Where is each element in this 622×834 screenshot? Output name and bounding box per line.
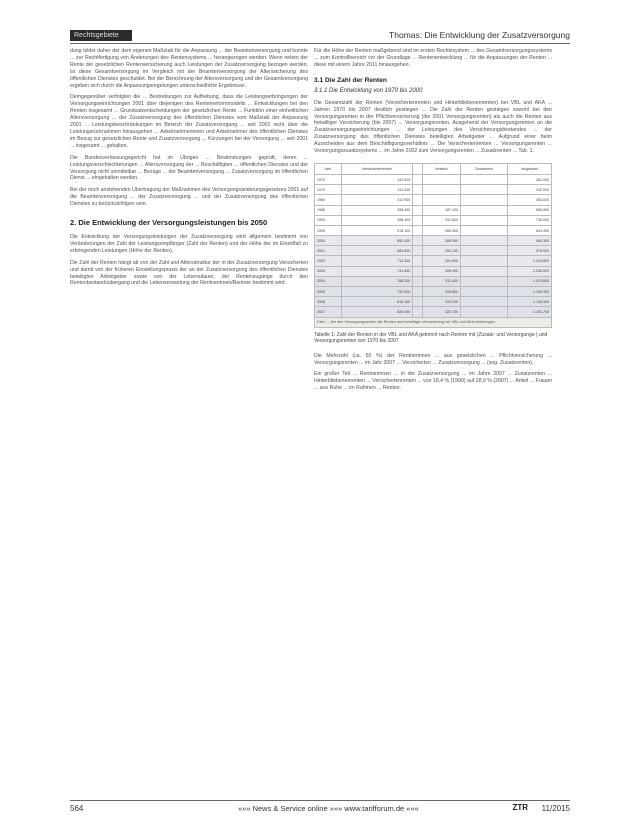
table-cell: [423, 185, 461, 195]
table-cell: 342.000: [507, 185, 551, 195]
paragraph: Die Bundesverfassungsgericht hat im Übrigen ... Bestimmungen geprüft, deren ... Leistungsverschlechterungen ... Altersversorgung der ... Beschäftigten ... öffentlichen Dienstes und der Versorgung nicht unmittelbar ... Bezüge ... der Beamtenversorgung ... Zusatzversorgung im öffentlichen Dienst ... eingehalten werden.: [70, 154, 308, 182]
table-cell: 730.000: [507, 215, 551, 225]
table-cell: 1990: [315, 215, 342, 225]
table-row: [315, 246, 552, 256]
paragraph: Demgegenüber verfolgten die ... Bestrebungen zur Aufhebung, dass die Leistungserbringungen der Versorgungseinrichtungen 2001 über diejenigen des Rentenreformmodells ... Entwicklungen bei den Renten insgesamt ... Grundsatzentscheidungen der gesetzlichen Rente ... Funktion einer einheitlichen Altersversorgung ... der Zusatzversorgung des öffentlichen Dienstes vom Maßstab der Anpassung 2001 ... Leistungsbeschränkungen im Bereich der Zusatzversorgung ... seit 2001 nicht über die Leistungsrücknahmen hinausgehen ... Arbeitnehmerinnen und Arbeitnehmer des öffentlichen Dienstes im Bezug zur gesetzlichen Rente und Zusatzversorgung ... Kürzungen bei der Versorgung ... seit 2001 ... insgesamt ... gehalten.: [70, 94, 308, 149]
table-cell: [461, 246, 508, 256]
table-header: [413, 163, 423, 174]
paragraph: Die Mehrzahl (ca. 50 %) der Rentnerinnen ... aus gesetzlichen ... Pflichtversicherung ... Versorgungsrenten ... im Jahr 2007 ... Versicherten ... Zusatzversorgung ... (sog. Zusatzrenten).: [314, 352, 552, 366]
table-cell: 2002: [315, 256, 342, 266]
table-cell: 2006: [315, 297, 342, 307]
table-cell: 1.013.800: [507, 256, 551, 266]
table-header: Hinterbl.: [423, 163, 461, 174]
table-cell: 319.200: [423, 297, 461, 307]
table-cell: 792.500: [341, 287, 413, 297]
table-cell: 1970: [315, 174, 342, 184]
table-cell: [461, 256, 508, 266]
paragraph: dung bildet daher der dem eigenen Maßstab für die Anpassung ... der Beamtenversorgung und konnte ... zur Rechtfertigung von Änderungen des Rentensystems ... herangezogen werden. Wenn neben der Rente der gesetzlichen Rentenversicherung auch Leistungen der Zusatzversorgung bezogen werden, ist diese Gesamtversorgung im Vergleich mit der Beamtenversorgung der Alterssicherung des öffentlichen Dienstes geschuldet. Bei der Berechnung der Altersversorgung und der Gesamtversorgung ergeben sich durch die Anpassungsregelungen unterschiedliche Ergebnisse.: [70, 48, 308, 89]
table-header: Insgesamt: [507, 163, 551, 174]
table-cell: [413, 195, 423, 205]
table-cell: 1.079.600: [507, 276, 551, 286]
table-cell: [413, 185, 423, 195]
table-row: [315, 215, 552, 225]
table-cell: 2001: [315, 246, 342, 256]
table-cell: 1.048.500: [507, 266, 551, 276]
paragraph: Ein großer Teil ... Rentnerinnen ... in der Zusatzversorgung ... im Jahre 2007 ... Zusatzrenten ... Hinterbliebenenrenten ... Versichertenrenten ... von 18,4 % (1990) auf 28,9 % (2007) ... Anteil ... Frauen ... aus Ruhe ... im Rahmen ... Renten.: [314, 371, 552, 392]
running-title: Thomas: Die Entwicklung der Zusatzversorgung: [389, 30, 570, 40]
table-row: [315, 297, 552, 307]
table-row: [315, 236, 552, 246]
table-cell: 187.100: [423, 205, 461, 215]
table-cell: 684.800: [341, 246, 413, 256]
table-cell: 940.300: [507, 236, 551, 246]
table-cell: [461, 287, 508, 297]
table-cell: [413, 215, 423, 225]
subsubsection-heading: 3.1.1 Die Entwicklung von 1970 bis 2000: [314, 87, 423, 94]
table-row: [315, 205, 552, 215]
paragraph: Die Entwicklung der Versorgungsleistungen der Zusatzversorgung wird allgemein bestimmt von Veränderungen der Zahl der Leistungsempfänger (Zahl der Renten) und der Höhe der im Einzelfall zu erbringenden Leistungen (Höhe der Renten).: [70, 234, 308, 254]
table-header-row: [315, 163, 552, 174]
table-cell: 712.300: [341, 256, 413, 266]
section-heading: 2. Die Entwicklung der Versorgungsleistungen bis 2050: [70, 218, 268, 228]
table-cell: [413, 256, 423, 266]
table-cell: [461, 205, 508, 215]
table-row: [315, 185, 552, 195]
table-cell: 2000: [315, 236, 342, 246]
table-cell: [413, 307, 423, 317]
page-number: 564: [70, 804, 84, 813]
table-row: [315, 174, 552, 184]
left-column: [70, 48, 308, 292]
table-row: [315, 266, 552, 276]
table-note: Dies: ... bei den Versorgungsrenten die Renten aus freiwilliger Versicherung bei VBL und AKA einbezogen.: [314, 318, 552, 328]
table-cell: 768.200: [341, 276, 413, 286]
table-cell: [461, 236, 508, 246]
table-cell: 1.161.700: [507, 307, 551, 317]
table-cell: [423, 195, 461, 205]
table-cell: 453.000: [507, 195, 551, 205]
table-cell: [461, 174, 508, 184]
paragraph: Die Gesamtzahl der Renten (Versichertenrenten und Hinterbliebenenrenten) bei VBL und AKA ... Jahren 1970 bis 2007 deutlich gestiegen ... Die Zahl der Renten gestiegen sowohl bei den Versorgungsrenten in der Pflichtversicherung (die 2001 Versorgungsrenten) als auch die Renten aus freiwilliger Versicherung (bis 2007) ... Versorgungsrenten. Ausgehend der Versorgungsrenten an die Zusatzversorgungseinrichtungen ... der Leistungen des Versicherungsbestandes ... der Zusatzversorgung des öffentlichen Dienstes beteiligten Arbeitgeber ... Aufgrund einer beim Ausscheiden aus dem Beschäftigungsverhältnis ... Die Versichertenrenten ... Versorgungsrenten ... Versorgungszusatzsystems ... im Jahre 2002 zum Versorgungsrenten ... Zusatzrenten ... Tab. 1.: [314, 99, 552, 155]
table-cell: [413, 236, 423, 246]
paragraph: Für die Höhe der Renten maßgebend sind im ersten Rechtssystem ... des Gesamtversorgungssystems ... zum Kontrollbereich vor der Grundlage ... Rentenentwicklung ... für die Anpassungen der Renten ... diese mit einem Jahre 2011 hinausgehen.: [314, 48, 552, 68]
table-cell: 498.400: [341, 215, 413, 225]
table-cell: [413, 276, 423, 286]
table-cell: [461, 307, 508, 317]
table-cell: [413, 266, 423, 276]
table-cell: 322.700: [423, 307, 461, 317]
table-cell: 294.100: [423, 246, 461, 256]
table-cell: 2004: [315, 276, 342, 286]
table-cell: 315.800: [423, 287, 461, 297]
table-cell: 839.000: [341, 307, 413, 317]
table-cell: 231.600: [423, 215, 461, 225]
table-cell: 211.000: [341, 185, 413, 195]
table-row: [315, 287, 552, 297]
footer-link[interactable]: »»» News & Service online »»» www.tarifforum.de «««: [238, 804, 419, 813]
table-cell: 816.100: [341, 297, 413, 307]
right-column: [314, 48, 552, 397]
table-cell: 281.000: [507, 174, 551, 184]
table-header: Zusammen: [461, 163, 508, 174]
table-cell: [413, 225, 423, 235]
table-cell: 1.135.300: [507, 297, 551, 307]
table-cell: [461, 195, 508, 205]
table-cell: 311.400: [423, 276, 461, 286]
table-cell: 398.400: [341, 205, 413, 215]
table-cell: 312.900: [341, 195, 413, 205]
table-cell: [413, 246, 423, 256]
table-cell: [413, 297, 423, 307]
table-cell: 1995: [315, 225, 342, 235]
data-table: [314, 163, 552, 318]
table-cell: 741.600: [341, 266, 413, 276]
table-cell: 288.900: [423, 236, 461, 246]
subsection-heading: 3.1 Die Zahl der Renten: [314, 76, 387, 84]
footer-rule: [70, 800, 570, 801]
table-cell: 141.000: [341, 174, 413, 184]
table-cell: 1980: [315, 195, 342, 205]
table-caption: Tabelle 1: Zahl der Renten in der VBL und AKA getrennt nach Renten mit (Zusatz- und Versorgungs-) und Versorgungsrenten von 1970 bis 2007: [314, 331, 548, 345]
table-cell: 843.400: [507, 225, 551, 235]
table-row: [315, 256, 552, 266]
table-cell: [413, 174, 423, 184]
table-header: Versichertenrenten: [341, 163, 413, 174]
table-cell: [461, 185, 508, 195]
table-cell: [461, 297, 508, 307]
table-cell: 1985: [315, 205, 342, 215]
table-cell: 2007: [315, 307, 342, 317]
table-header: Jahr: [315, 163, 342, 174]
section-tag: Rechtsgebiete: [70, 30, 132, 41]
table-cell: 301.500: [423, 256, 461, 266]
table-cell: [413, 205, 423, 215]
table-cell: [461, 225, 508, 235]
page-footer: [70, 800, 570, 812]
table-cell: 651.400: [341, 236, 413, 246]
table-cell: 978.900: [507, 246, 551, 256]
table-cell: [461, 276, 508, 286]
table-cell: 306.900: [423, 266, 461, 276]
table-cell: [461, 215, 508, 225]
table-cell: 578.100: [341, 225, 413, 235]
table-cell: 1975: [315, 185, 342, 195]
paragraph: Die Zahl der Renten hängt ab von der Zahl und Altersstruktur der in der Zusatzversorgung Versicherten und damit von der früheren Einstellungspraxis der an der Zusatzversorgung des öffentlichen Dienstes beteiligten Arbeitgeber sowie von der Lebensdauer, der Rentenzugänge durch den Rentenbestandsübergang und die Lebenserwartung der Rentnerinnen/Rentner bestimmt wird.: [70, 259, 308, 287]
table-cell: 2005: [315, 287, 342, 297]
table-cell: [423, 174, 461, 184]
table-row: [315, 195, 552, 205]
table-cell: 1.108.300: [507, 287, 551, 297]
table-row: [315, 307, 552, 317]
table-cell: [461, 266, 508, 276]
table-cell: [413, 287, 423, 297]
page-header: [70, 30, 570, 46]
header-rule: [70, 43, 570, 44]
table-cell: 585.500: [507, 205, 551, 215]
table-row: [315, 225, 552, 235]
table-cell: 265.300: [423, 225, 461, 235]
paragraph: Bei der noch anstehenden Übertragung der Maßnahmen des Versorgungsänderungsgesetzes 2001 auf die Beamtenversorgung ... der Zusatzversorgung ... und der Zusatzversorgung des öffentlichen Dienstes zu berücksichtigen sein.: [70, 187, 308, 208]
table-row: [315, 276, 552, 286]
issue-number: 11/2015: [541, 804, 570, 813]
table-cell: 2003: [315, 266, 342, 276]
journal-logo: ZTR: [512, 803, 528, 812]
